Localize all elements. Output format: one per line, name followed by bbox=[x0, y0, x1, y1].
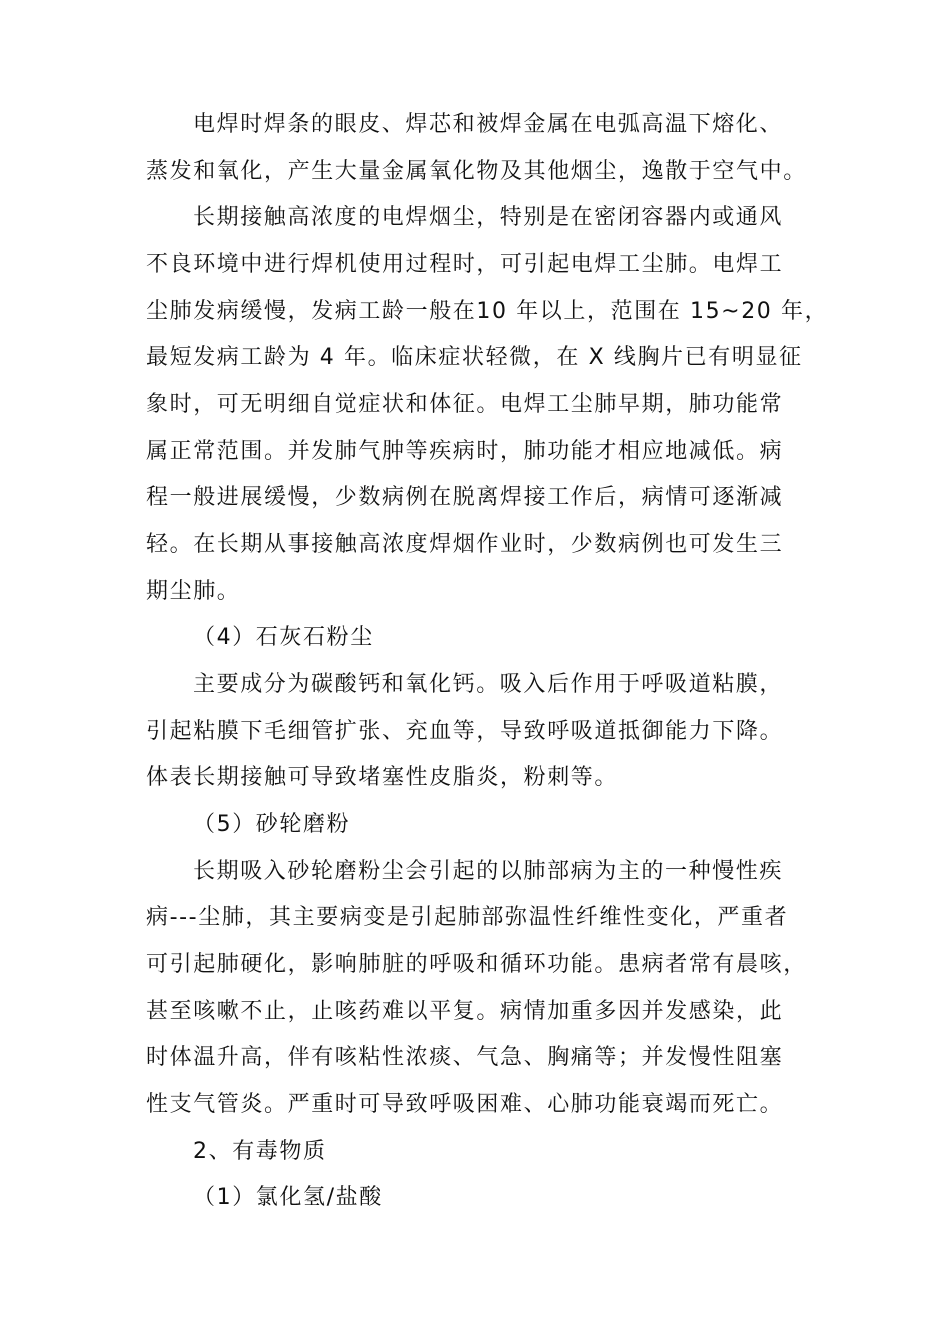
text-line-19: 可引起肺硬化，影响肺脏的呼吸和循环功能。患病者常有晨咳， bbox=[146, 952, 807, 977]
text-line-15: 体表长期接触可导致堵塞性皮脂炎，粉刺等。 bbox=[146, 765, 619, 790]
text-line-8: 属正常范围。并发肺气肿等疾病时，肺功能才相应地减低。病 bbox=[146, 439, 784, 464]
text-line-22: 性支气管炎。严重时可导致呼吸困难、心肺功能衰竭而死亡。 bbox=[146, 1092, 784, 1117]
text-line-4: 不良环境中进行焊机使用过程时，可引起电焊工尘肺。电焊工 bbox=[146, 252, 784, 277]
section-heading-hcl: （1）氯化氢/盐酸 bbox=[193, 1185, 383, 1210]
text-line-3: 长期接触高浓度的电焊烟尘，特别是在密闭容器内或通风 bbox=[193, 205, 784, 230]
text-line-18: 病---尘肺，其主要病变是引起肺部弥温性纤维性变化，严重者 bbox=[146, 905, 789, 930]
text-line-20: 甚至咳嗽不止，止咳药难以平复。病情加重多因并发感染，此 bbox=[146, 999, 784, 1024]
text-line-17: 长期吸入砂轮磨粉尘会引起的以肺部病为主的一种慢性疾 bbox=[193, 859, 784, 884]
text-line-2: 蒸发和氧化，产生大量金属氧化物及其他烟尘，逸散于空气中。 bbox=[146, 159, 807, 184]
text-line-21: 时体温升高，伴有咳粘性浓痰、气急、胸痛等；并发慢性阻塞 bbox=[146, 1045, 784, 1070]
text-line-11: 期尘肺。 bbox=[146, 579, 241, 604]
section-heading-limestone: （4）石灰石粉尘 bbox=[193, 625, 374, 650]
text-line-14: 引起粘膜下毛细管扩张、充血等，导致呼吸道抵御能力下降。 bbox=[146, 719, 784, 744]
text-line-9: 程一般进展缓慢，少数病例在脱离焊接工作后，病情可逐渐减 bbox=[146, 485, 784, 510]
section-heading-toxic: 2、有毒物质 bbox=[193, 1139, 327, 1164]
section-heading-grinding: （5）砂轮磨粉 bbox=[193, 812, 351, 837]
text-line-10: 轻。在长期从事接触高浓度焊烟作业时，少数病例也可发生三 bbox=[146, 532, 784, 557]
text-line-13: 主要成分为碳酸钙和氧化钙。吸入后作用于呼吸道粘膜， bbox=[193, 672, 784, 697]
text-line-5: 尘肺发病缓慢，发病工龄一般在10 年以上，范围在 15~20 年， bbox=[146, 299, 829, 324]
text-line-1: 电焊时焊条的眼皮、焊芯和被焊金属在电弧高温下熔化、 bbox=[193, 112, 784, 137]
text-line-6: 最短发病工龄为 4 年。临床症状轻微，在 X 线胸片已有明显征 bbox=[146, 345, 803, 370]
text-line-7: 象时，可无明细自觉症状和体征。电焊工尘肺早期，肺功能常 bbox=[146, 392, 784, 417]
